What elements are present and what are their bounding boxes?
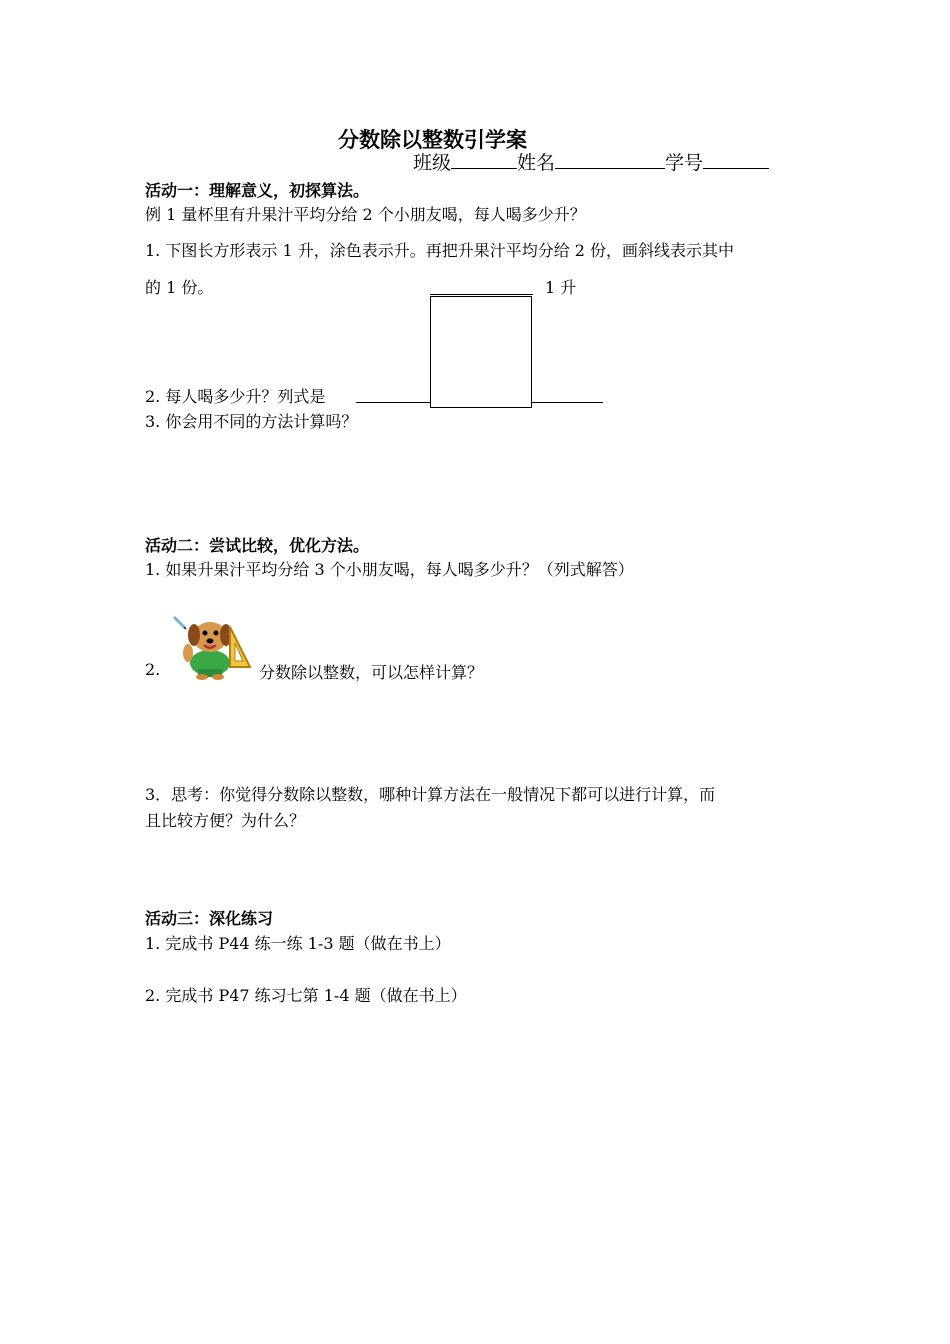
answer-blank-left[interactable] — [356, 402, 431, 403]
name-blank[interactable] — [555, 150, 665, 169]
rectangle-top-line — [430, 294, 533, 295]
activity1-q3: 3. 你会用不同的方法计算吗？ — [145, 412, 358, 431]
activity2-q2-text: 分数除以整数，可以怎样计算？ — [259, 663, 484, 682]
one-liter-label: 1 升 — [545, 278, 577, 297]
class-blank[interactable] — [451, 150, 517, 169]
example-1: 例 1 量杯里有升果汁平均分给 2 个小朋友喝，每人喝多少升？ — [145, 205, 586, 224]
activity1-q1-line1: 1. 下图长方形表示 1 升，涂色表示升。再把升果汁平均分给 2 份，画斜线表示其中 — [145, 241, 735, 260]
activity2-heading: 活动二：尝试比较，优化方法。 — [145, 536, 370, 555]
activity2-q2-number: 2. — [145, 660, 161, 679]
activity1-q1-line2: 的 1 份。 — [145, 278, 214, 297]
page-title: 分数除以整数引学案 — [338, 127, 527, 152]
student-info-line — [413, 148, 769, 175]
name-label: 姓名 — [517, 152, 556, 174]
activity2-q3-line1: 3．思考：你觉得分数除以整数，哪种计算方法在一般情况下都可以进行计算，而 — [145, 785, 716, 804]
activity3-heading: 活动三：深化练习 — [145, 909, 274, 928]
activity1-heading: 活动一：理解意义，初探算法。 — [145, 181, 370, 200]
id-label: 学号 — [665, 152, 704, 174]
activity2-q1: 1. 如果升果汁平均分给 3 个小朋友喝，每人喝多少升？（列式解答） — [145, 560, 634, 579]
activity1-q2: 2. 每人喝多少升？列式是 — [145, 387, 326, 406]
dog-mascot-icon — [168, 613, 254, 681]
id-blank[interactable] — [703, 150, 769, 169]
activity3-q1: 1. 完成书 P44 练一练 1-3 题（做在书上） — [145, 934, 451, 953]
class-label: 班级 — [413, 152, 452, 174]
activity2-q3-line2: 且比较方便？为什么？ — [145, 811, 306, 830]
one-liter-rectangle[interactable] — [430, 296, 532, 408]
answer-blank-right[interactable] — [531, 402, 603, 403]
activity3-q2: 2. 完成书 P47 练习七第 1-4 题（做在书上） — [145, 986, 467, 1005]
